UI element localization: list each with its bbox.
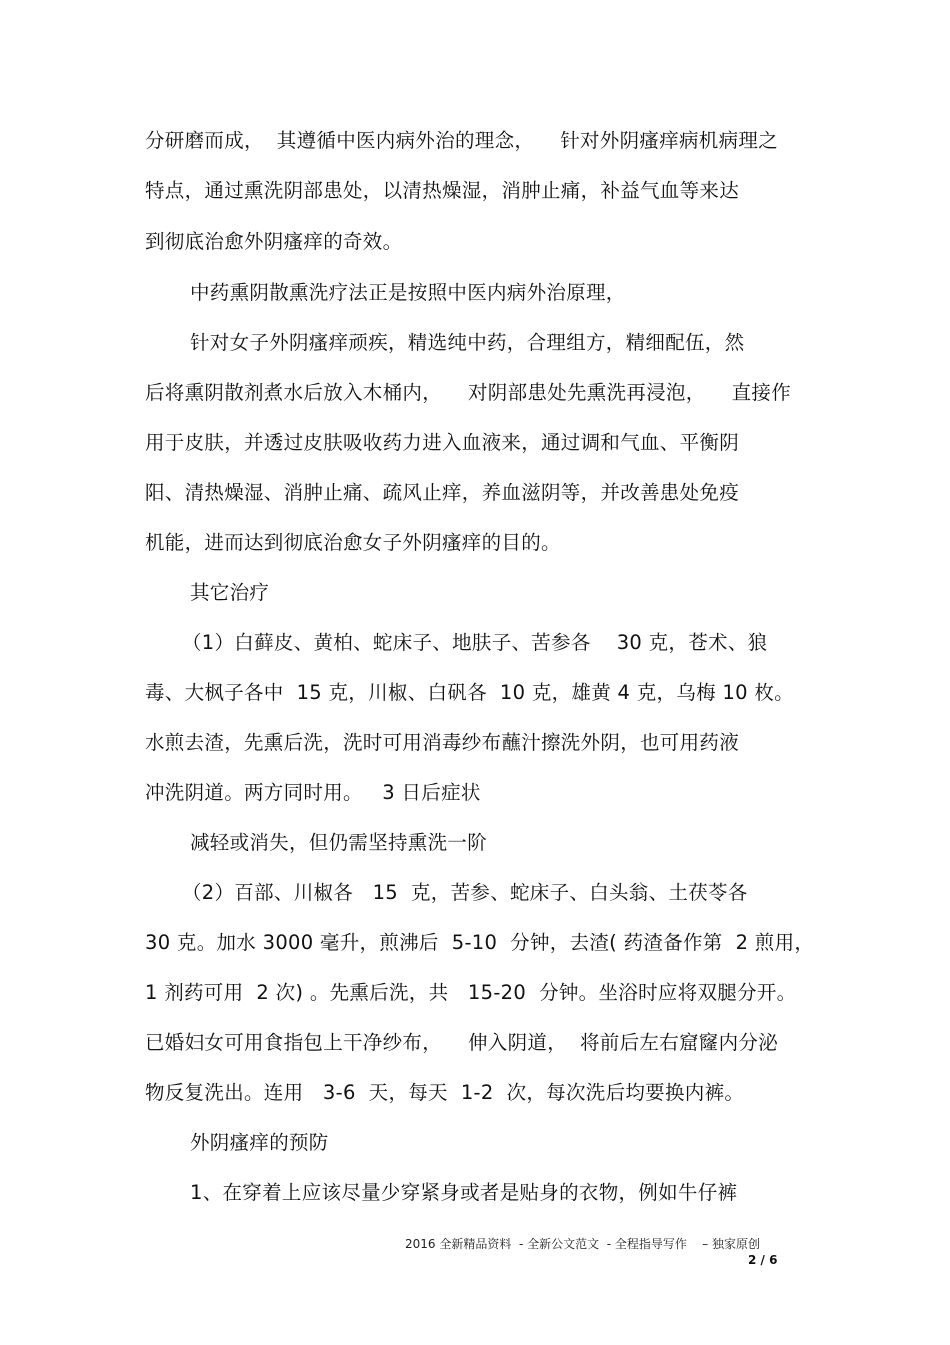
text-line: 减轻或消失，但仍需坚持熏洗一阶 xyxy=(190,831,488,854)
page-footer: 2016 全新精品资料 - 全新公文范文 - 全程指导写作 – 独家原创 xyxy=(405,1237,760,1251)
text-line: 毒、大枫子各中 15 克，川椒、白矾各 10 克，雄黄 4 克，乌梅 10 枚。 xyxy=(145,681,794,704)
text-line: 阳、清热燥湿、消肿止痛、疏风止痒，养血滋阴等，并改善患处免疫 xyxy=(145,481,740,504)
text-line: （1）白藓皮、黄柏、蛇床子、地肤子、苦参各 30 克，苍术、狼 xyxy=(182,631,768,654)
section-heading: 其它治疗 xyxy=(190,581,270,604)
text-line: 中药熏阴散熏洗疗法正是按照中医内病外治原理， xyxy=(190,281,626,304)
text-line: 后将熏阴散剂煮水后放入木桶内， 对阴部患处先熏洗再浸泡， 直接作 xyxy=(145,381,791,404)
text-line: 已婚妇女可用食指包上干净纱布， 伸入阴道， 将前后左右窟窿内分泌 xyxy=(145,1031,778,1054)
text-line: 到彻底治愈外阴瘙痒的奇效。 xyxy=(145,230,403,253)
text-line: 1、在穿着上应该尽量少穿紧身或者是贴身的衣物，例如牛仔裤 xyxy=(190,1181,738,1204)
text-line: 特点，通过熏洗阴部患处，以清热燥湿，消肿止痛，补益气血等来达 xyxy=(145,179,740,202)
text-line: 1 剂药可用 2 次) 。先熏后洗，共 15-20 分钟。坐浴时应将双腿分开。 xyxy=(145,981,797,1004)
text-line: 机能，进而达到彻底治愈女子外阴瘙痒的目的。 xyxy=(145,531,561,554)
text-line: 冲洗阴道。两方同时用。 3 日后症状 xyxy=(145,781,481,804)
text-line: 用于皮肤，并透过皮肤吸收药力进入血液来，通过调和气血、平衡阴 xyxy=(145,431,740,454)
text-line: 水煎去渣，先熏后洗，洗时可用消毒纱布蘸汁擦洗外阴，也可用药液 xyxy=(145,731,740,754)
page-number: 2 / 6 xyxy=(748,1253,778,1267)
text-line: 物反复洗出。连用 3-6 天，每天 1-2 次，每次洗后均要换内裤。 xyxy=(145,1081,745,1104)
text-line: （2）百部、川椒各 15 克，苦参、蛇床子、白头翁、土茯苓各 xyxy=(182,881,748,904)
section-heading: 外阴瘙痒的预防 xyxy=(190,1131,329,1154)
text-line: 针对女子外阴瘙痒顽疾，精选纯中药，合理组方，精细配伍，然 xyxy=(190,331,745,354)
text-line: 30 克。加水 3000 毫升，煎沸后 5-10 分钟，去渣( 药渣备作第 2 煎用， xyxy=(145,931,815,954)
text-line: 分研磨而成， 其遵循中医内病外治的理念， 针对外阴瘙痒病机病理之 xyxy=(145,129,778,152)
